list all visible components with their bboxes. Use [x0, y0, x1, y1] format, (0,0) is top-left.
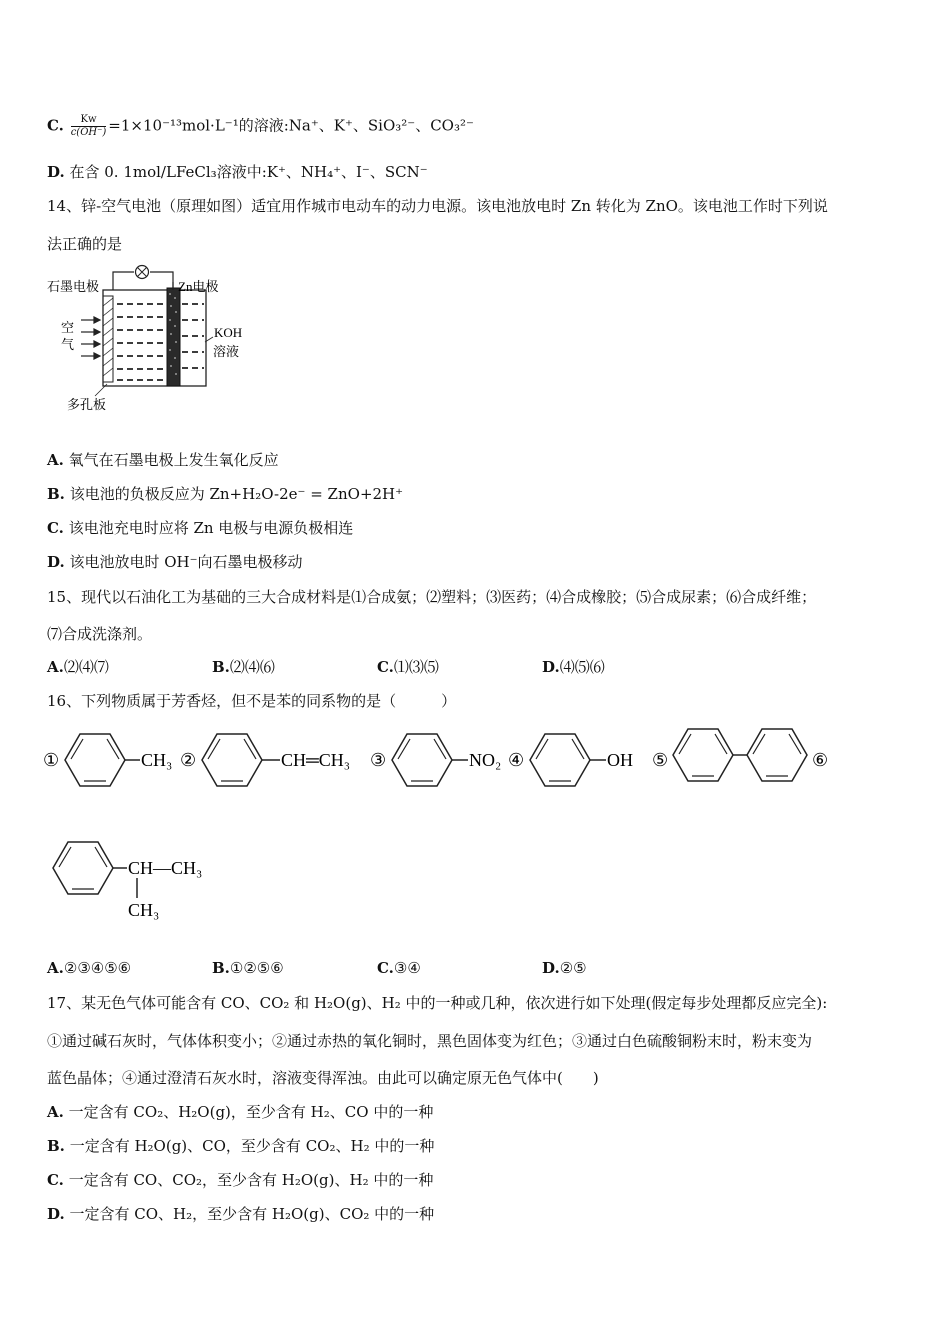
option-label: A. — [47, 658, 64, 676]
q17-option-c — [47, 1170, 433, 1190]
q15-option-a — [47, 657, 109, 677]
option-label: B. — [212, 959, 230, 977]
option-text: ⑷⑸⑹ — [559, 658, 605, 676]
option-text: 一定含有 CO、H₂，至少含有 H₂O(g)、CO₂ 中的一种 — [69, 1205, 435, 1223]
option-text: ③④ — [393, 959, 421, 977]
option-text: 该电池放电时 OH⁻向石墨电极移动 — [69, 553, 303, 571]
option-text: 一定含有 CO、CO₂，至少含有 H₂O(g)、H₂ 中的一种 — [68, 1171, 434, 1189]
benzene-ring-2 — [202, 734, 262, 786]
option-text: =1×10⁻¹³mol·L⁻¹的溶液:Na⁺、K⁺、SiO₃²⁻、CO₃²⁻ — [108, 116, 474, 135]
benzene-ring-3 — [392, 734, 452, 786]
structure-number-3: ③ — [370, 750, 387, 770]
q14-stem-line1: 14、锌-空气电池（原理如图）适宜用作城市电动车的动力电源。该电池放电时 Zn 转化为 ZnO。该电池工作时下列说 — [47, 197, 828, 215]
q16-structures-row — [40, 725, 840, 795]
q14-option-c — [47, 518, 353, 538]
option-label: D. — [47, 1205, 65, 1223]
group-ch3: CH₃ — [141, 750, 173, 770]
option-label: B. — [47, 485, 65, 503]
option-text: ②⑤ — [559, 959, 587, 977]
option-label: B. — [47, 1137, 65, 1155]
benzene-ring-1 — [65, 734, 125, 786]
q16-option-a — [47, 958, 131, 978]
option-label: D. — [542, 658, 560, 676]
group-no2: NO₂ — [469, 750, 502, 770]
option-label: B. — [212, 658, 230, 676]
structure-number-2: ② — [180, 750, 197, 770]
option-label: A. — [47, 959, 64, 977]
option-label: D. — [47, 163, 65, 181]
label-porous-plate: 多孔板 — [67, 397, 107, 412]
q15-option-c — [377, 657, 439, 677]
option-text: 在含 0. 1mol/LFeCl₃溶液中:K⁺、NH₄⁺、I⁻、SCN⁻ — [69, 163, 428, 181]
structure-number-4: ④ — [508, 750, 525, 770]
q16-option-d — [542, 958, 587, 978]
q14-stem-line2: 法正确的是 — [47, 235, 123, 253]
option-label: C. — [377, 959, 394, 977]
q16-structure-6 — [45, 838, 235, 923]
q14-option-a — [47, 450, 279, 470]
label-air-2: 气 — [61, 337, 75, 352]
kw-fraction — [71, 114, 107, 139]
label-solution: 溶液 — [213, 344, 240, 359]
group-oh: OH — [607, 750, 633, 770]
benzene-ring-5b — [747, 729, 807, 781]
option-label: D. — [47, 553, 65, 571]
option-label: A. — [47, 1103, 64, 1121]
option-text: 一定含有 CO₂、H₂O(g)，至少含有 H₂、CO 中的一种 — [68, 1103, 434, 1121]
option-label: D. — [542, 959, 560, 977]
q13-option-c — [47, 114, 474, 139]
option-text: 该电池的负极反应为 Zn+H₂O-2e⁻ = ZnO+2H⁺ — [69, 485, 404, 503]
option-label: A. — [47, 451, 64, 469]
q13-option-d — [47, 162, 428, 182]
q17-option-d — [47, 1204, 434, 1224]
group-vinyl: CH═CH₃ — [281, 750, 351, 770]
q16-stem: 16、下列物质属于芳香烃，但不是苯的同系物的是（ ） — [47, 692, 457, 710]
group-ch-ch3: CH—CH₃ — [128, 858, 203, 878]
q16-option-b — [212, 958, 284, 978]
option-text: ①②⑤⑥ — [229, 959, 284, 977]
option-text: 氧气在石墨电极上发生氧化反应 — [68, 451, 279, 469]
label-graphite-electrode: 石墨电极 — [47, 279, 100, 294]
option-text: ⑵⑷⑹ — [229, 658, 275, 676]
q15-stem-line2: ⑺合成洗涤剂。 — [47, 625, 153, 643]
q17-option-a — [47, 1102, 433, 1122]
q17-stem-line1: 17、某无色气体可能含有 CO、CO₂ 和 H₂O(g)、H₂ 中的一种或几种，依次进行如下处理(假定每步处理都反应完全): — [47, 994, 828, 1012]
label-air-1: 空 — [61, 320, 75, 335]
option-label: C. — [47, 116, 64, 135]
q15-option-b — [212, 657, 275, 677]
option-label: C. — [47, 519, 64, 537]
structure-number-5: ⑤ — [652, 750, 669, 770]
structure-number-6: ⑥ — [812, 750, 829, 770]
benzene-ring-5a — [673, 729, 733, 781]
benzene-ring-6 — [53, 842, 113, 894]
q15-option-d — [542, 657, 605, 677]
option-text: 该电池充电时应将 Zn 电极与电源负极相连 — [68, 519, 354, 537]
option-label: C. — [47, 1171, 64, 1189]
option-text: ②③④⑤⑥ — [63, 959, 132, 977]
option-text: ⑴⑶⑸ — [393, 658, 439, 676]
q15-stem-line1: 15、现代以石油化工为基础的三大合成材料是⑴合成氨；⑵塑料；⑶医药；⑷合成橡胶；⑸合成尿素；⑹合成纤维； — [47, 588, 817, 606]
q16-option-c — [377, 958, 421, 978]
option-text: ⑵⑷⑺ — [63, 658, 109, 676]
structure-number-1: ① — [43, 750, 60, 770]
fraction-denominator: c(OH⁻) — [70, 127, 107, 138]
label-koh: KOH — [214, 325, 243, 340]
label-zn-electrode: Zn电极 — [178, 279, 219, 294]
zinc-air-battery-diagram — [45, 262, 260, 417]
group-branch-ch3: CH₃ — [128, 900, 160, 920]
fraction-numerator: Kw — [71, 114, 107, 127]
option-text: 一定含有 H₂O(g)、CO，至少含有 CO₂、H₂ 中的一种 — [69, 1137, 435, 1155]
benzene-ring-4 — [530, 734, 590, 786]
q14-option-b — [47, 484, 403, 504]
q14-option-d — [47, 552, 303, 572]
q17-stem-line2: ①通过碱石灰时，气体体积变小；②通过赤热的氧化铜时，黑色固体变为红色；③通过白色硫酸铜粉末时，粉末变为 — [47, 1032, 813, 1050]
q17-option-b — [47, 1136, 434, 1156]
q17-stem-line3: 蓝色晶体；④通过澄清石灰水时，溶液变得浑浊。由此可以确定原无色气体中( ) — [47, 1069, 599, 1087]
option-label: C. — [377, 658, 394, 676]
